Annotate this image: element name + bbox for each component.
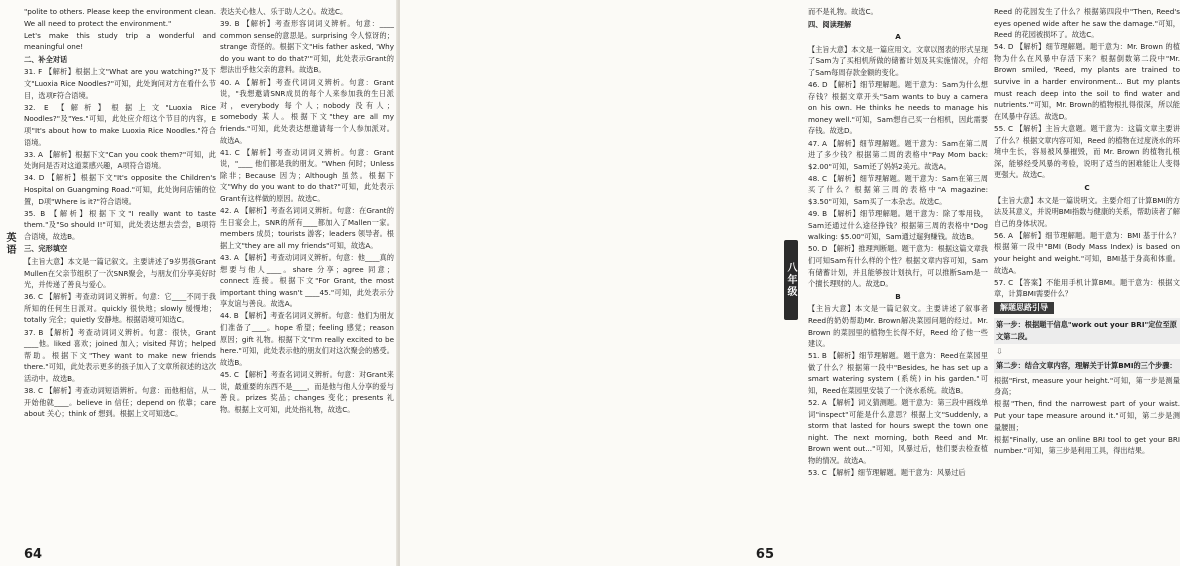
passage-label: B <box>895 291 901 301</box>
answer-paragraph: 33. A 【解析】根据下文"Can you cook them?"可知，此处询问是否对这道菜感兴趣，A项符合语境。 <box>24 149 216 171</box>
answer-paragraph: 53. C 【解析】细节理解题。题干意为：风暴过后 <box>808 468 966 478</box>
page-number-right: 65 <box>755 547 774 562</box>
passage-label: A <box>895 32 901 42</box>
answer-paragraph: 54. D 【解析】细节理解题。题干意为：Mr. Brown 的植物为什么在风暴中存活下来？根据倒数第二段中"Mr. Brown smiled, 'Reed, my plants are trained to survive in a harder environment... But my plants must reach deep into the soil to find water and nutrients.'"可知，Mr. Brown的植物根扎得很深，所以能在风暴中存活。故选D。 <box>994 42 1180 121</box>
answer-paragraph: 31. F 【解析】根据上文"What are you watching?"及下文"Luoxia Rice Noodles?"可知，此处询问对方在看什么节目，选项F符合语境。 <box>24 67 216 100</box>
answer-paragraph: 56. A 【解析】细节理解题。题干意为：BMI 基于什么？根据第一段中"BMI (Body Mass Index) is based on your height and weight."可知，BMI基于身高和体重。故选A。 <box>994 230 1180 275</box>
page-number-left: 64 <box>24 547 43 562</box>
solution-step-box: 第一步：根据题干信息"work out your BRI"定位至原文第二段。 <box>994 318 1180 343</box>
passage-label: C <box>1084 182 1090 192</box>
answer-paragraph: "polite to others. Please keep the environment clean. We all need to protect the environment." <box>24 7 216 28</box>
answer-paragraph: 【主旨大意】本文是一篇说明文。主要介绍了计算BMI的方法及其意义，并说明BMI指数与健康的关系，帮助读者了解自己的身体状况。 <box>994 195 1180 228</box>
grade-side-tab: 八年级 <box>784 240 798 320</box>
subject-side-tab: 英语 <box>4 232 15 256</box>
column-1 <box>24 6 216 546</box>
answer-paragraph: 32. E 【解析】根据上文"Luoxia Rice Noodles?"及"Yes."可知，此处应介绍这个节目的内容，E项"It's about how to make Luoxia Rice Noodles."符合语境。 <box>24 102 216 147</box>
section-heading: 三、完形填空 <box>24 244 68 254</box>
answer-paragraph: 51. B 【解析】细节理解题。题干意为：Reed在菜园里做了什么？根据第一段中"Besides, he has set up a smart watering system (系统) in his garden."可知，Reed在菜园里安装了一个浇水系统。故选B。 <box>808 351 988 395</box>
answer-paragraph: 根据"First, measure your height."可知，第一步是测量身高； <box>994 375 1180 397</box>
section-heading: 二、补全对话 <box>24 54 68 64</box>
column-2 <box>220 6 394 546</box>
answer-paragraph: 【主旨大意】本文是一篇记叙文。主要讲述了9岁男孩Grant Mullen在父亲节组织了一次SNR聚会，与朋友们分享美好时光，并传递了善良与爱心。 <box>24 256 216 290</box>
answer-paragraph: 39. B 【解析】考查形容词词义辨析。句意：____ common sense的意思是。surprising 令人惊讶的；strange 奇怪的。根据下文"His father asked, 'Why do you want to do that?'"可知，此处表示Grant的想法出乎他父亲的意料。故选B。 <box>220 19 394 75</box>
answer-paragraph: 表达关心他人、乐于助人之心。故选C。 <box>220 7 348 16</box>
answer-paragraph: 根据"Then, find the narrowest part of your waist. Put your tape measure around it."可知，第二步是测量腰围； <box>994 399 1180 432</box>
down-arrow-icon: ⇩ <box>996 346 1003 356</box>
answer-paragraph: 38. C 【解析】考查动词短语辨析。句意：而他相信，从一开始他就____。believe in 信任；depend on 依靠；care about 关心；think of 想到。根据上文可知选C。 <box>24 386 216 419</box>
answer-paragraph: 而不是礼物。故选C。 <box>808 7 878 16</box>
answer-paragraph: 42. A 【解析】考查名词词义辨析。句意：在Grant的生日宴会上，SNR的所有____都加入了Mallen一家。members 成员；tourists 游客；leaders 领导者。根据上文"they are all my friends"可知，故选A。 <box>220 206 394 250</box>
answer-paragraph: 40. A 【解析】考查代词词义辨析。句意：Grant说，"我想邀请SNR成员的每个人来参加我的生日派对，everybody 每个人；nobody 没有人；somebody 某人。根据下文"they are all my friends."可知，此处表达想邀请每一个人参加派对。故选A。 <box>220 77 394 145</box>
column-3 <box>808 6 988 546</box>
left-page <box>0 0 398 566</box>
answer-paragraph: 52. A 【解析】词义猜测题。题干意为：第三段中画线单词"inspect"可能是什么意思？根据上文"Suddenly, a storm that lasted for hours swept the town one night. The next morning, both Reed and Mr. Brown went out..."可知，风暴过后，他们要去检查植物的情况。故选A。 <box>808 398 988 466</box>
answer-paragraph: 45. C 【解析】考查名词词义辨析。句意：对Grant来说，最重要的东西不是____，而是他与他人分享的爱与善良。prizes 奖品；changes 变化；presents 礼物。根据上文可知，此处指礼物，故选C。 <box>220 369 394 414</box>
answer-paragraph: 37. B 【解析】考查动词词义辨析。句意：很快，Grant ____他。liked 喜欢；joined 加入；visited 拜访；helped 帮助。根据下文"They want to make new friends there."可知，此处表示更多的孩子加入了文章所叙述的这次活动中。故选B。 <box>24 327 216 383</box>
answer-paragraph: 44. B 【解析】考查名词词义辨析。句意：他们为朋友们准备了____。hope 希望；feeling 感觉；reason 原因；gift 礼物。根据下文"I'm really excited to be here."可知，此处表示他的朋友们对这次聚会的感受。故选B。 <box>220 311 394 367</box>
tip-title-banner: 解题思路引导 <box>994 302 1054 314</box>
section-heading: 四、阅读理解 <box>808 19 852 29</box>
answer-paragraph: 41. C 【解析】考查动词词义辨析。句意：Grant 说，"____ 他们都是我的朋友。"When 何时；Unless 除非；Because 因为；Although 虽然。根据下文"Why do you want to do that?"可知，此处表示Grant有这样做的原因。故选C。 <box>220 147 394 203</box>
answer-paragraph: 【主旨大意】本文是一篇应用文。文章以图表的形式呈现了Sam为了买相机所做的储蓄计划及其实施情况，介绍了Sam每周存款金额的变化。 <box>808 44 988 77</box>
answer-paragraph: 36. C 【解析】考查动词词义辨析。句意：它____不同于我所知的任何生日派对。quickly 很快地；slowly 缓慢地；totally 完全；quietly 安静地。根据语境可知选C。 <box>24 292 216 325</box>
answer-paragraph: 49. B 【解析】细节理解题。题干意为：除了零用钱，Sam还通过什么途径挣钱？根据第三周的表格中"Dog walking: $5.00"可知，Sam通过遛狗赚钱。故选B。 <box>808 209 988 242</box>
answer-paragraph: 35. B 【解析】根据下文"I really want to taste them."及"So should I!"可知，此处表达想去尝尝，B项符合语境，故选B。 <box>24 208 216 241</box>
answer-paragraph: 【主旨大意】本文是一篇记叙文。主要讲述了叙事者Reed的奶奶帮助Mr. Brown解决菜园问题的经过。Mr. Brown 的菜园里的植物生长得不好，Reed 给了他一些建议。 <box>808 304 988 349</box>
answer-paragraph: 48. C 【解析】细节理解题。题干意为：Sam在第三周买了什么？根据第三周的表格中"A magazine: $3.50"可知，Sam买了一本杂志。故选C。 <box>808 173 988 206</box>
answer-paragraph: 57. C 【答案】不能用手机计算BMI。题干意为：根据文章，计算BMI需要什么？ <box>994 277 1180 299</box>
tip-title-row <box>994 300 1180 316</box>
column-4 <box>994 6 1180 546</box>
right-page <box>400 0 1180 566</box>
answer-paragraph: 50. D 【解析】推理判断题。题干意为：根据这篇文章我们可知Sam有什么样的个性？根据文章内容可知，Sam有储蓄计划，并且能够按计划执行，可以推断Sam是一个擅长理财的人。故选D。 <box>808 244 988 289</box>
answer-paragraph: 34. D 【解析】根据下文"It's opposite the Children's Hospital on Guangming Road."可知，此处询问店铺的位置，D项"Where is it?"符合语境。 <box>24 173 216 206</box>
answer-paragraph: 55. C 【解析】主旨大意题。题干意为：这篇文章主要讲了什么？根据文章内容可知，Reed 的植物在过度浇水的环境中生长，容易被风暴摧毁，而 Mr. Brown 的植物扎根深，能够经受风暴的考验，说明了适当的困难能让人变得更强大。故选C。 <box>994 123 1180 180</box>
answer-paragraph: Let's make this study trip a wonderful and meaningful one! <box>24 30 216 52</box>
answer-paragraph: Reed 的花园发生了什么？根据第四段中"Then, Reed's eyes opened wide after he saw the damage."可知，Reed 的花园被损坏了。故选C。 <box>994 7 1180 40</box>
answer-paragraph: 43. A 【解析】考查动词词义辨析。句意：他____真的想要与他人____。share 分享；agree 同意；connect 连接。根据下文"For Grant, the most important thing wasn't ____45."可知，此处表示分享友谊与善良。故选A。 <box>220 252 394 309</box>
answer-paragraph: 根据"Finally, use an online BRI tool to get your BRI number."可知，第三步是利用工具，得出结果。 <box>994 434 1180 456</box>
answer-paragraph: 47. A 【解析】细节理解题。题干意为：Sam在第二周进了多少钱？根据第二周的表格中"Pay Mom back: $2.00"可知，Sam还了妈妈2美元。故选A。 <box>808 138 988 171</box>
solution-step-box: 第二步：结合文章内容，理解关于计算BMI的三个步骤： <box>994 359 1180 373</box>
answer-paragraph: 46. D 【解析】细节理解题。题干意为：Sam为什么想存钱？根据文章开头"Sam wants to buy a camera on his own. He thinks he needs to manage his money well."可知，Sam想自己买一台相机，因此需要存钱。故选D。 <box>808 80 988 136</box>
